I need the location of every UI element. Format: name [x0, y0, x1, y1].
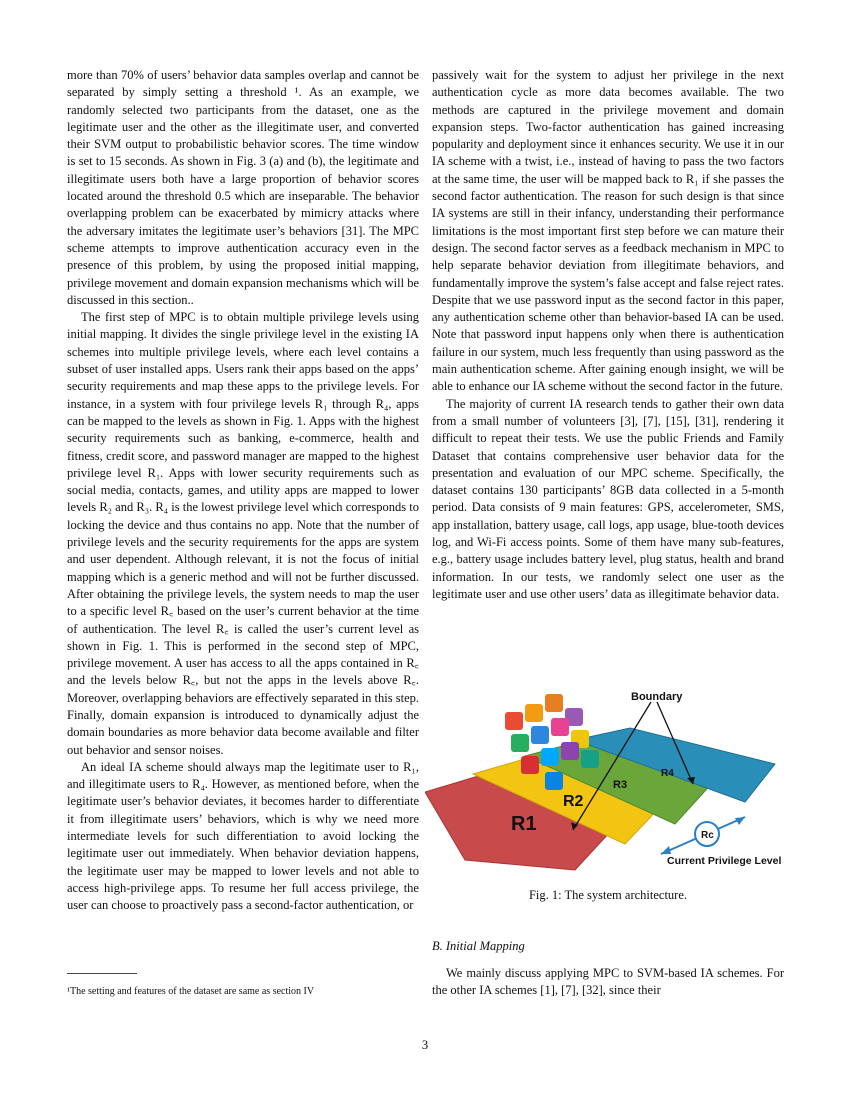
figure-caption: Fig. 1: The system architecture.	[528, 888, 688, 902]
label-r2: R2	[563, 793, 584, 810]
paragraph-initial-mapping-overview: The first step of MPC is to obtain multiple privilege levels using initial mapping. It divides the single privilege level in the existing IA schemes into multiple privilege levels, where each level contains a subset of user installed apps. Users rank their apps based on the apps’ security requirements and map these apps to the privilege levels. For instance, in a system with four privilege levels R₁ through R₄, apps can be mapped to the levels as shown in Fig. 1. Apps with the highest security requirements such as banking, e-commerce, health and fitness, credit score, and password manager are mapped to the highest privilege level R₁. Apps with lower security requirements such as social media, contacts, games, and utility apps are mapped to lower levels R₂ and R₃. R₄ is the lowest privilege level which corresponds to locking the device and thus contains no app. Note that the number of privilege levels and the security requirements for the apps are system and user dependent. Although relevant, it is not the focus of initial mapping which is a generic method and will not be further discussed. After obtaining the privilege levels, the system needs to map the user to a specific level R꜀ based on the user’s current behavior at the time of authentication. The level R꜀ is called the user’s current level as shown in Fig. 1. This is performed in the second step of MPC, privilege movement. A user has access to all the apps contained in R꜀ and the levels below R꜀, but not the apps in the levels above R꜀. Moreover, overlapping behaviors are effectively separated in this step. Finally, domain expansion is introduced to dynamically adjust the domain boundaries as more behavior data become available and filter out behavior and sensor noises.	[67, 310, 419, 757]
paragraph-overlap: more than 70% of users’ behavior data samples overlap and cannot be separated by simply setting a threshold ¹. As an example, we randomly selected two participants from the dataset, one as the legitimate user and the other as the illegitimate user, and converted their SVM output to probabilistic behavior scores. The time window is set to 15 seconds. As shown in Fig. 3 (a) and (b), the legitimate and illegitimate users both have a large proportion of behavior scores located around the threshold 0.5 which are inseparable. The behavior overlapping problem can be exacerbated by mimicry attacks where the adversary imitates the legitimate user’s behaviors [31]. The MPC scheme attempts to improve authentication accuracy even in the presence of this problem, by using the proposed initial mapping, privilege movement and domain expansion mechanisms which will be discussed in this section..	[67, 68, 420, 307]
footnote: ¹The setting and features of the dataset are same as section IV	[67, 986, 315, 997]
label-r3: R3	[613, 779, 628, 791]
paragraph-svm-based	[432, 965, 784, 1000]
system-architecture-figure	[425, 684, 785, 880]
paragraph-svm-text: We mainly discuss applying MPC to SVM-based IA schemes. For the other IA schemes [1], [7], [32], since their	[432, 966, 784, 998]
footnote-rule	[67, 973, 137, 974]
right-column	[432, 67, 784, 603]
label-boundary: Boundary	[631, 691, 683, 703]
label-rc: Rc	[701, 830, 714, 841]
left-column	[67, 67, 419, 915]
label-current-privilege: Current Privilege Level	[667, 855, 782, 867]
architecture-diagram	[425, 684, 785, 880]
page-number: 3	[421, 1038, 429, 1052]
paragraph-ideal-ia-scheme: An ideal IA scheme should always map the legitimate user to R₁, and illegitimate users to R₄. However, as mentioned before, when the legitimate user’s behavior deviates, it becomes harder to differentiate it from illegitimate users’ behaviors, which is why we need more intermediate levels for such differentiation to avoid locking the legitimate user out immediately. When behavior deviation happens, the legitimate user may be mapped to lower levels and not able to access high-privilege apps. To resume her full access privilege, the user can choose to proactively pass a second-factor authentication, or	[67, 759, 419, 913]
section-heading: B. Initial Mapping	[432, 939, 525, 953]
label-r4: R4	[661, 768, 674, 779]
paragraph-dataset: The majority of current IA research tends to gather their own data from a small number of volunteers [3], [7], [15], [31], rendering it difficult to repeat their tests. We use the public Friends and Family Dataset that contains comprehensive user behavior data for the presentation and evaluation of our MPC scheme. Specifically, the dataset contains 130 participants’ 8GB data collected in a 5-month period. Data consists of 9 main features: GPS, accelerometer, SMS, app installation, battery usage, call logs, app usage, blue-tooth devices log, and Wi-Fi access points. Some of them have many sub-features, e.g., battery usage includes battery level, plug status, health and brand information. In our tests, we randomly select one user as the legitimate user and use other users’ data as illegitimate behavior data.	[432, 396, 784, 601]
paragraph-second-factor: passively wait for the system to adjust her privilege in the next authentication cycle as more data becomes available. The two methods are captured in the privilege movement and domain expansion steps. Two-factor authentication has gained increasing popularity and deployment since it enhances security. We use it in our IA scheme with a twist, i.e., instead of having to pass the two factors at the same time, the user will be mapped back to R₁ if she passes the second factor authentication. The reason for such design is that since IA systems are still in their infancy, understanding their performance limitations is the most important first step before we can mature their design. The second factor serves as a feedback mechanism in MPC to help separate behavior deviation from illegitimate behaviors, and fundamentally improve the system’s false accept and false reject rates. Despite that we use password input as the second factor in this paper, any authentication scheme other than behavior-based IA can be used. Note that password input happens only when there is authentication failure in our system, much less frequently than using password as the main authentication scheme. After gaining enough insight, we will be able to enhance our IA scheme without the second factor in the future.	[432, 68, 784, 394]
label-r1: R1	[511, 813, 537, 835]
